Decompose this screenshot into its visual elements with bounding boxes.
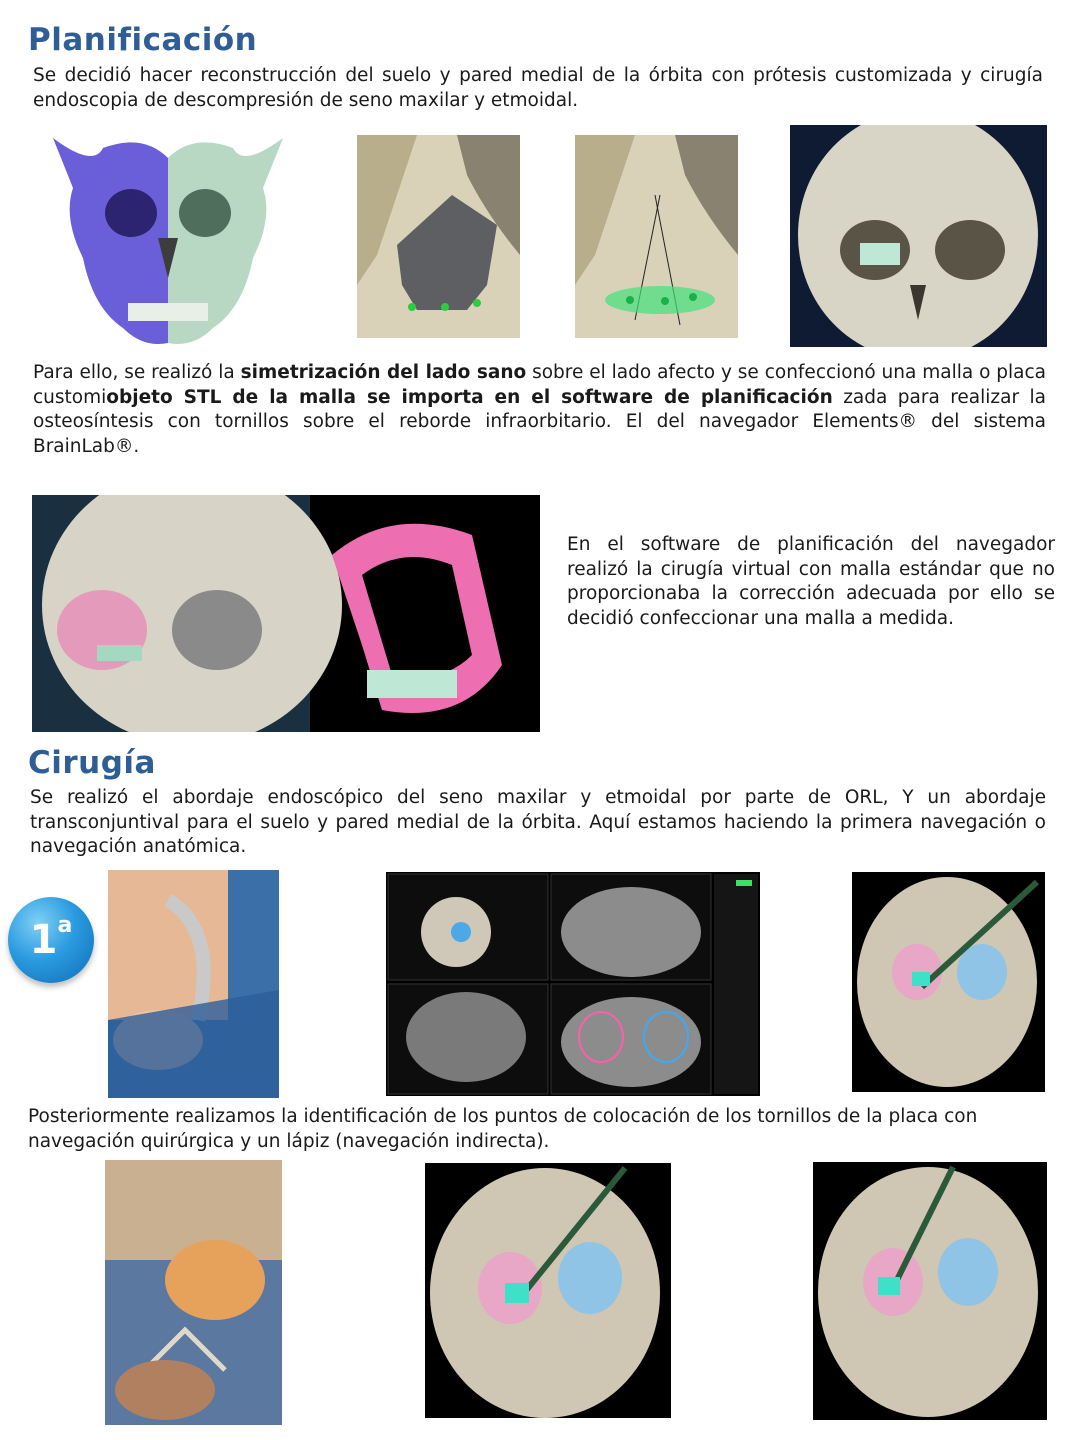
navigation-screen-image — [386, 872, 760, 1096]
section-title-cirugia: Cirugía — [28, 745, 156, 781]
cirugia-para2: Posteriormente realizamos la identificación de los puntos de colocación de los tornillos de la placa con navegación quirúrgica y un lápiz (navegación indirecta). — [28, 1106, 978, 1152]
skull-navigation-image-1 — [852, 872, 1045, 1092]
surgery-photo-2 — [105, 1160, 282, 1425]
skull-symmetrization-image — [33, 128, 303, 350]
planificacion-para2: Para ello, se realizó la simetrización del lado sano sobre el lado afecto y se confeccionó una malla o placa customiobjeto STL de la malla se importa en el software de planificación zada para realizar la osteosíntesis con tornillos sobre el reborde infraorbitario. El del navegador Elements® del sistema BrainLab®. — [33, 362, 1047, 457]
mesh-plate-orbit-image — [357, 135, 520, 338]
planificacion-intro: Se decidió hacer reconstrucción del suelo y pared medial de la órbita con prótesis customizada y cirugía endoscopia de descompresión de seno maxilar y etmoidal. — [33, 65, 1043, 111]
virtual-surgery-image — [32, 495, 540, 732]
skull-mesh-3d-image — [790, 125, 1047, 347]
skull-navigation-image-3 — [813, 1162, 1047, 1420]
first-navigation-badge: 1 a — [8, 897, 94, 983]
surgery-photo-1 — [108, 870, 279, 1098]
side-text: En el software de planificación del navegador realizó la cirugía virtual con malla estándar que no proporcionaba la corrección adecuada por ello se decidió confeccionar una malla a medida. — [567, 534, 1055, 629]
cirugia-intro: Se realizó el abordaje endoscópico del seno maxilar y etmoidal por parte de ORL, Y un abordaje transconjuntival para el suelo y pared medial de la órbita. Aquí estamos haciendo la primera navegación o navegación anatómica. — [30, 787, 1046, 857]
skull-navigation-image-2 — [425, 1163, 671, 1418]
screw-points-orbit-image — [575, 135, 738, 338]
section-title-planificacion: Planificación — [28, 22, 258, 58]
